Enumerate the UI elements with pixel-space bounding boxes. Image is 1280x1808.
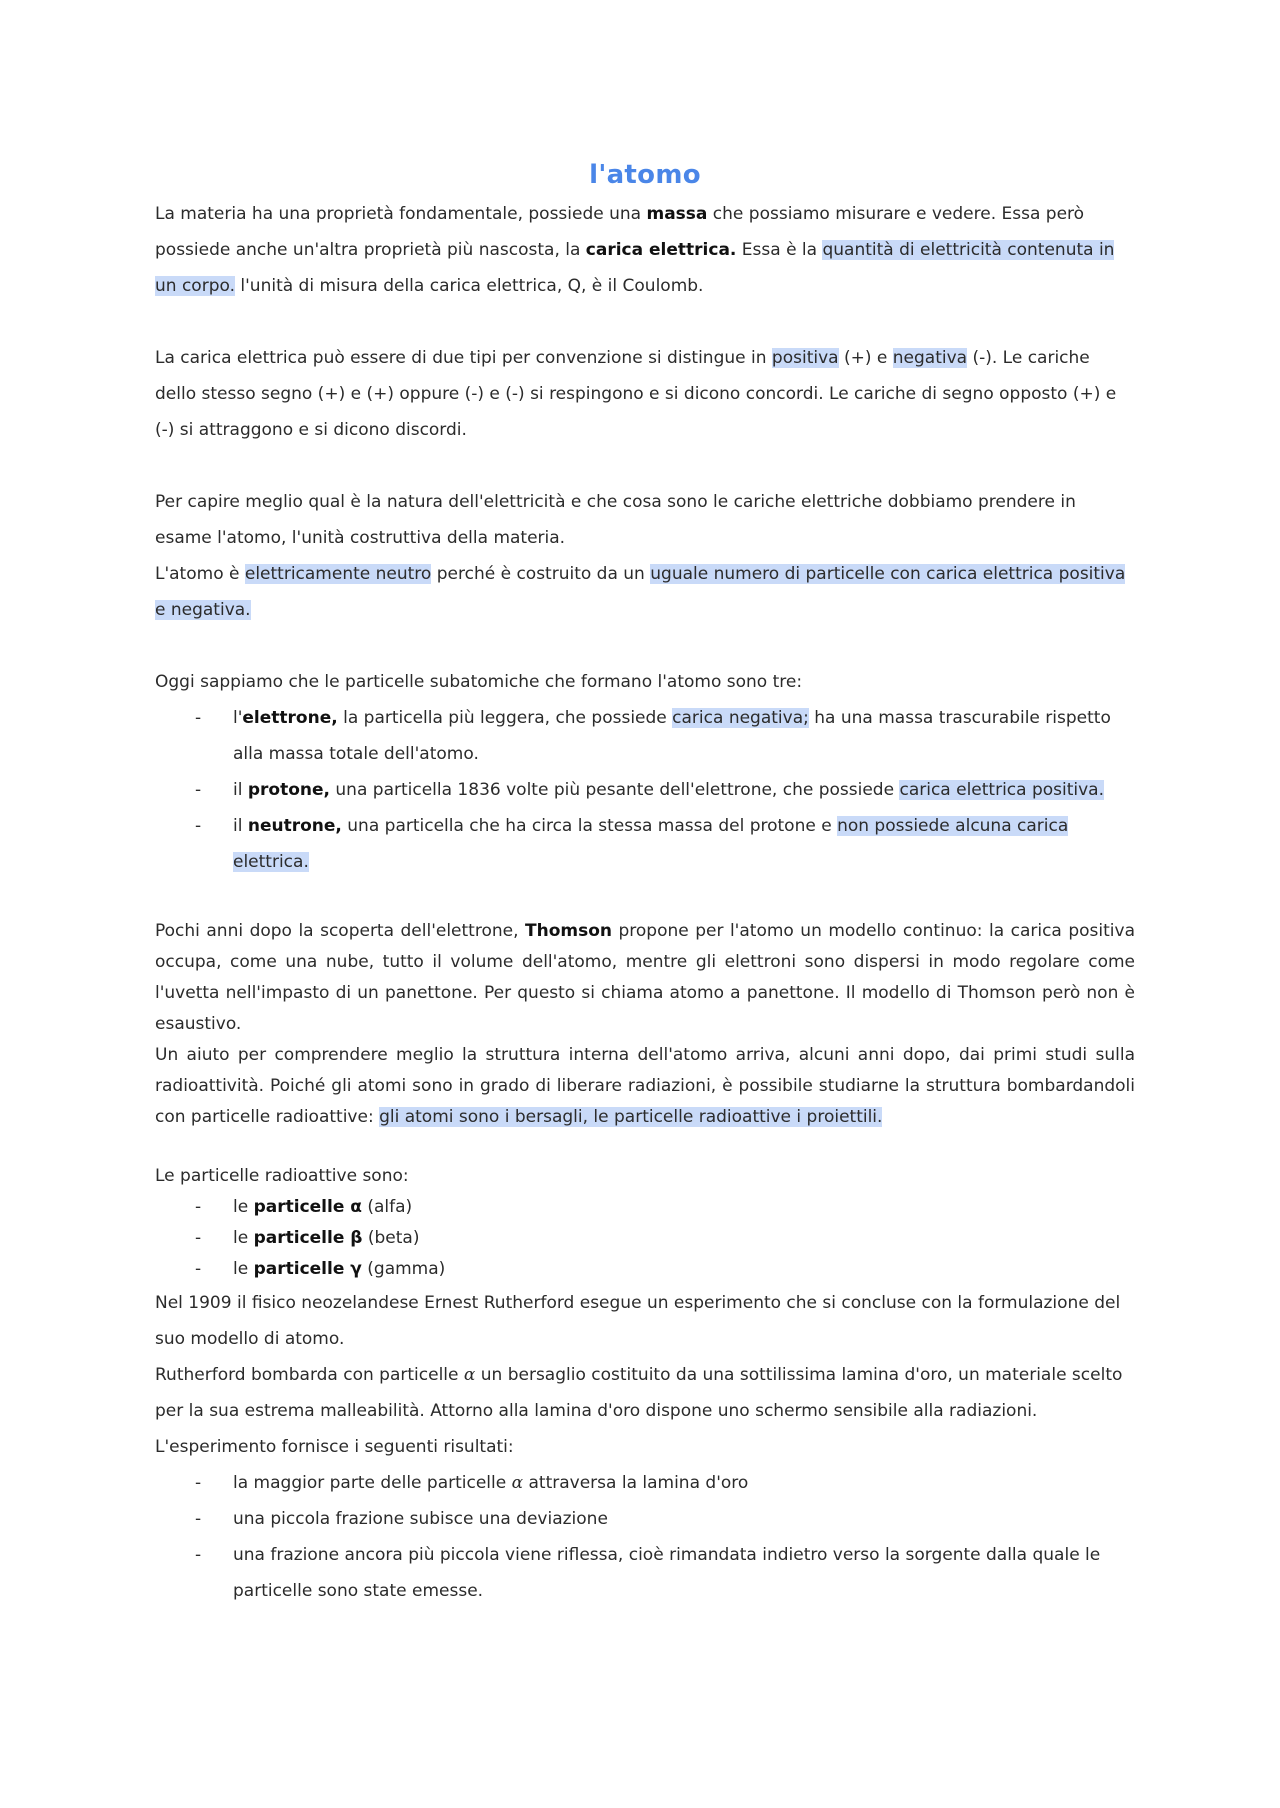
radioactive-list (155, 1192, 1135, 1285)
paragraph-radioattivita: Un aiuto per comprendere meglio la struttura interna dell'atomo arriva, alcuni anni dopo, dai primi studi sulla radioattività. Poiché gli atomi sono in grado di liberare radiazioni, è possibile studiarne la struttura bombardandoli con particelle radioattive: gli atomi sono i bersagli, le particelle radioattive i proiettili. (155, 1045, 1135, 1127)
text: l'unità di misura della carica elettrica, Q, è il Coulomb. (235, 276, 704, 296)
results-list (155, 1465, 1135, 1609)
list-item: - una piccola frazione subisce una deviazione (155, 1501, 1135, 1537)
paragraph-materia (155, 196, 1135, 304)
list-item: - una frazione ancora più piccola viene riflessa, cioè rimandata indietro verso la sorgente dalla quale le particelle sono state emesse. (155, 1537, 1135, 1609)
list-item: - le particelle β (beta) (155, 1223, 1135, 1254)
list-item: - il protone, una particella 1836 volte più pesante dell'elettrone, che possiede carica elettrica positiva. (155, 772, 1135, 808)
text: perché è costruito da un (431, 564, 651, 584)
list-item: - le particelle γ (gamma) (155, 1254, 1135, 1285)
highlight: elettricamente neutro (244, 564, 432, 584)
paragraph-rutherford-1909: Nel 1909 il fisico neozelandese Ernest Rutherford esegue un esperimento che si concluse con la formulazione del suo modello di atomo. (155, 1293, 1121, 1349)
paragraph-neutro (155, 556, 1135, 628)
paragraph-carica (155, 340, 1135, 448)
text: La materia ha una proprietà fondamentale, possiede una (155, 204, 647, 224)
text: L'atomo è (155, 564, 245, 584)
text: che possiamo misurare e vedere. Essa però possiede anche un'altra proprietà più nascosta, la (155, 204, 1085, 260)
paragraph-radioattive-intro: Le particelle radioattive sono: (155, 1166, 409, 1186)
highlight: uguale numero di particelle con carica elettrica positiva e negativa. (155, 564, 1126, 620)
highlight: negativa (892, 348, 968, 368)
paragraph-particelle-intro: Oggi sappiamo che le particelle subatomiche che formano l'atomo sono tre: (155, 672, 803, 692)
text: (+) e (838, 348, 893, 368)
bold-term: carica elettrica. (585, 240, 737, 260)
list-item: - il neutrone, una particella che ha circa la stessa massa del protone e non possiede alcuna carica elettrica. (155, 808, 1135, 880)
text: (-). Le cariche dello stesso segno (+) e (+) oppure (-) e (-) si respingono e si dicono concordi. Le cariche di segno opposto (+) e (-) si attraggono e si dicono discordi. (155, 348, 1117, 440)
list-item: - l'elettrone, la particella più leggera, che possiede carica negativa; ha una massa trascurabile rispetto alla massa totale dell'atomo. (155, 700, 1135, 772)
list-item: - le particelle α (alfa) (155, 1192, 1135, 1223)
document-page (155, 160, 1135, 1609)
text: La carica elettrica può essere di due tipi per convenzione si distingue in (155, 348, 772, 368)
paragraph-thomson: Pochi anni dopo la scoperta dell'elettrone, Thomson propone per l'atomo un modello continuo: la carica positiva occupa, come una nube, tutto il volume dell'atomo, mentre gli elettroni sono dispersi in modo regolare come l'uvetta nell'impasto di un panettone. Per questo si chiama atomo a panettone. Il modello di Thomson però non è esaustivo. (155, 921, 1135, 1034)
paragraph-rutherford-esperimento: Rutherford bombarda con particelle α un bersaglio costituito da una sottilissima lamina d'oro, un materiale scelto per la sua estrema malleabilità. Attorno alla lamina d'oro dispone uno schermo sensibile alla radiazioni. (155, 1365, 1123, 1421)
paragraph-natura: Per capire meglio qual è la natura dell'elettricità e che cosa sono le cariche elettriche dobbiamo prendere in esame l'atomo, l'unità costruttiva della materia. (155, 492, 1076, 548)
highlight: quantità di elettricità contenuta in un corpo. (155, 240, 1115, 296)
highlight: positiva (771, 348, 839, 368)
page-title: l'atomo (589, 160, 701, 190)
thomson-section (155, 916, 1135, 1133)
list-item: - la maggior parte delle particelle α attraversa la lamina d'oro (155, 1465, 1135, 1501)
subatomic-list (155, 700, 1135, 880)
bold-term: massa (646, 204, 708, 224)
paragraph-risultati-intro: L'esperimento fornisce i seguenti risultati: (155, 1437, 514, 1457)
text: Essa è la (736, 240, 823, 260)
